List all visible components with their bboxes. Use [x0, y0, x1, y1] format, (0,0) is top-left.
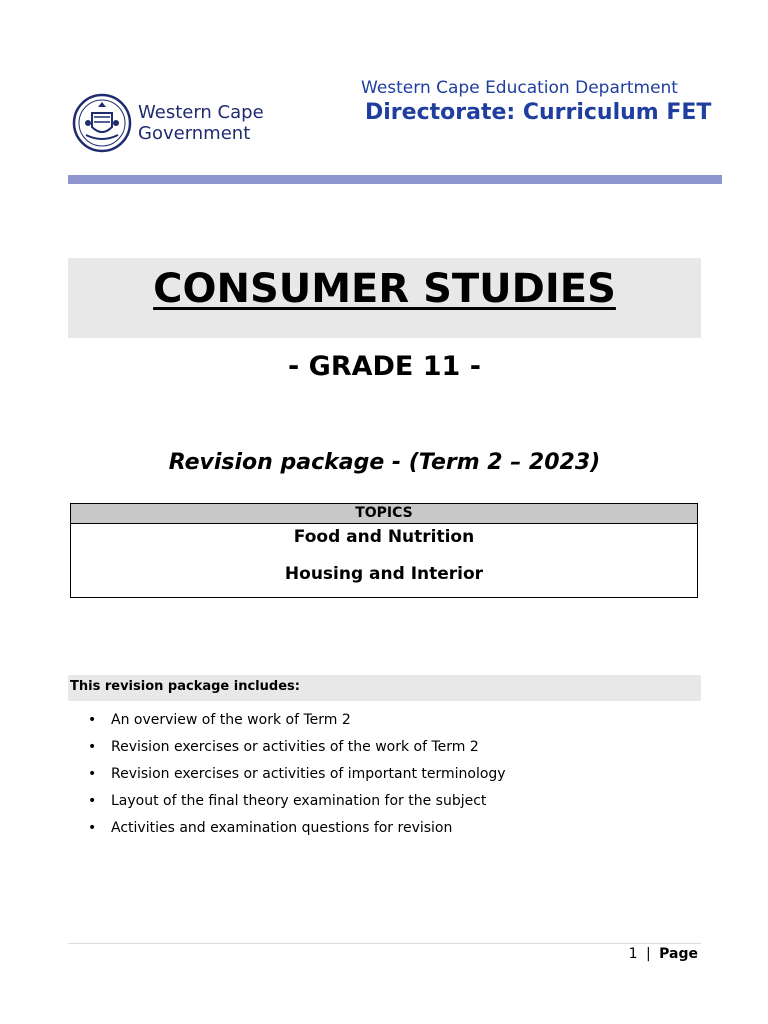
- footer-separator: |: [645, 946, 651, 962]
- document-title: CONSUMER STUDIES: [153, 266, 616, 312]
- header-rule: [68, 175, 722, 184]
- topic-item: Food and Nutrition: [293, 527, 475, 547]
- includes-list: [88, 708, 506, 843]
- includes-heading: This revision package includes:: [70, 679, 300, 694]
- coat-of-arms-logo: [72, 93, 132, 153]
- list-item: • Revision exercises or activities of important terminology: [88, 762, 506, 789]
- list-item: • Revision exercises or activities of the work of Term 2: [88, 735, 506, 762]
- page-footer: [560, 946, 698, 962]
- page-label: Page: [659, 946, 698, 962]
- footer-rule: [68, 943, 701, 944]
- grade-heading: - GRADE 11 -: [288, 351, 481, 382]
- logo-line-1: Western Cape: [138, 102, 264, 123]
- revision-subtitle: Revision package - (Term 2 – 2023): [168, 450, 601, 475]
- list-item: • Layout of the final theory examination for the subject: [88, 789, 506, 816]
- topic-item: Housing and Interior: [284, 564, 484, 584]
- page-number: 1: [628, 946, 638, 962]
- topics-table: [70, 503, 698, 598]
- government-logo-text: [138, 102, 264, 144]
- directorate-title: Directorate: Curriculum FET: [365, 100, 712, 125]
- list-item: • Activities and examination questions for revision: [88, 816, 506, 843]
- topics-header: TOPICS: [71, 504, 697, 524]
- department-name: Western Cape Education Department: [361, 78, 678, 98]
- list-item: • An overview of the work of Term 2: [88, 708, 506, 735]
- logo-line-2: Government: [138, 123, 251, 144]
